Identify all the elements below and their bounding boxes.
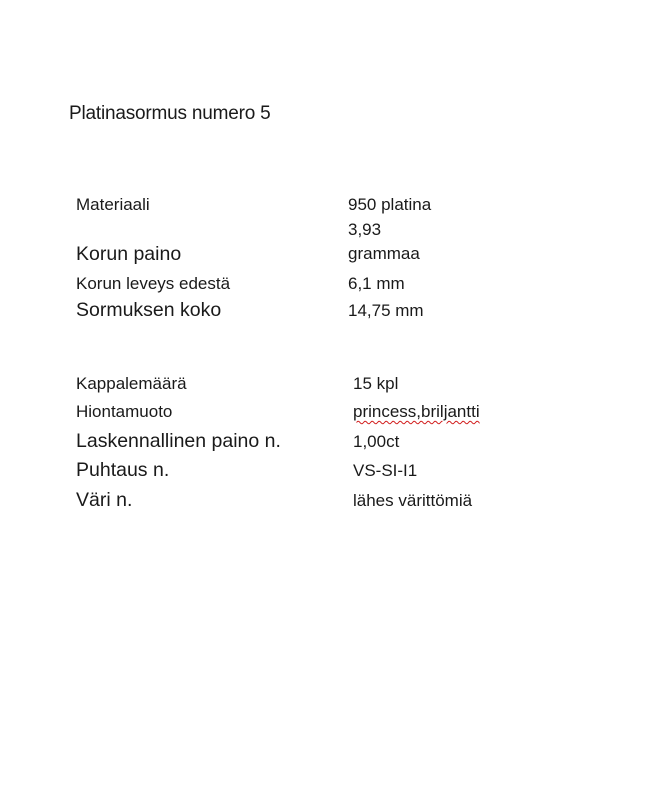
spec-label-width: Korun leveys edestä [76,274,231,293]
spec-value-clarity: VS-SI-I1 [353,461,418,480]
spec-value-color: lähes värittömiä [353,491,473,510]
spec-label-size: Sormuksen koko [76,299,222,321]
spec-value-cut: princess,briljantti [353,402,480,421]
document-title: Platinasormus numero 5 [69,103,271,124]
spec-value-quantity: 15 kpl [353,374,399,393]
spec-label-clarity: Puhtaus n. [76,459,170,481]
spec-label-quantity: Kappalemäärä [76,374,187,393]
spec-label-cut: Hiontamuoto [76,402,173,421]
spec-label-material: Materiaali [76,195,150,214]
spec-value-material: 950 platina [348,195,432,214]
spec-value-width: 6,1 mm [348,274,405,293]
spec-label-color: Väri n. [76,489,133,511]
spec-value-weight-line2: grammaa [348,244,420,263]
spec-value-carat-weight: 1,00ct [353,432,400,451]
spec-label-carat-weight: Laskennallinen paino n. [76,430,281,452]
spec-value-weight-line1: 3,93 [348,220,382,239]
spec-label-weight: Korun paino [76,243,182,265]
spec-value-size: 14,75 mm [348,301,424,320]
